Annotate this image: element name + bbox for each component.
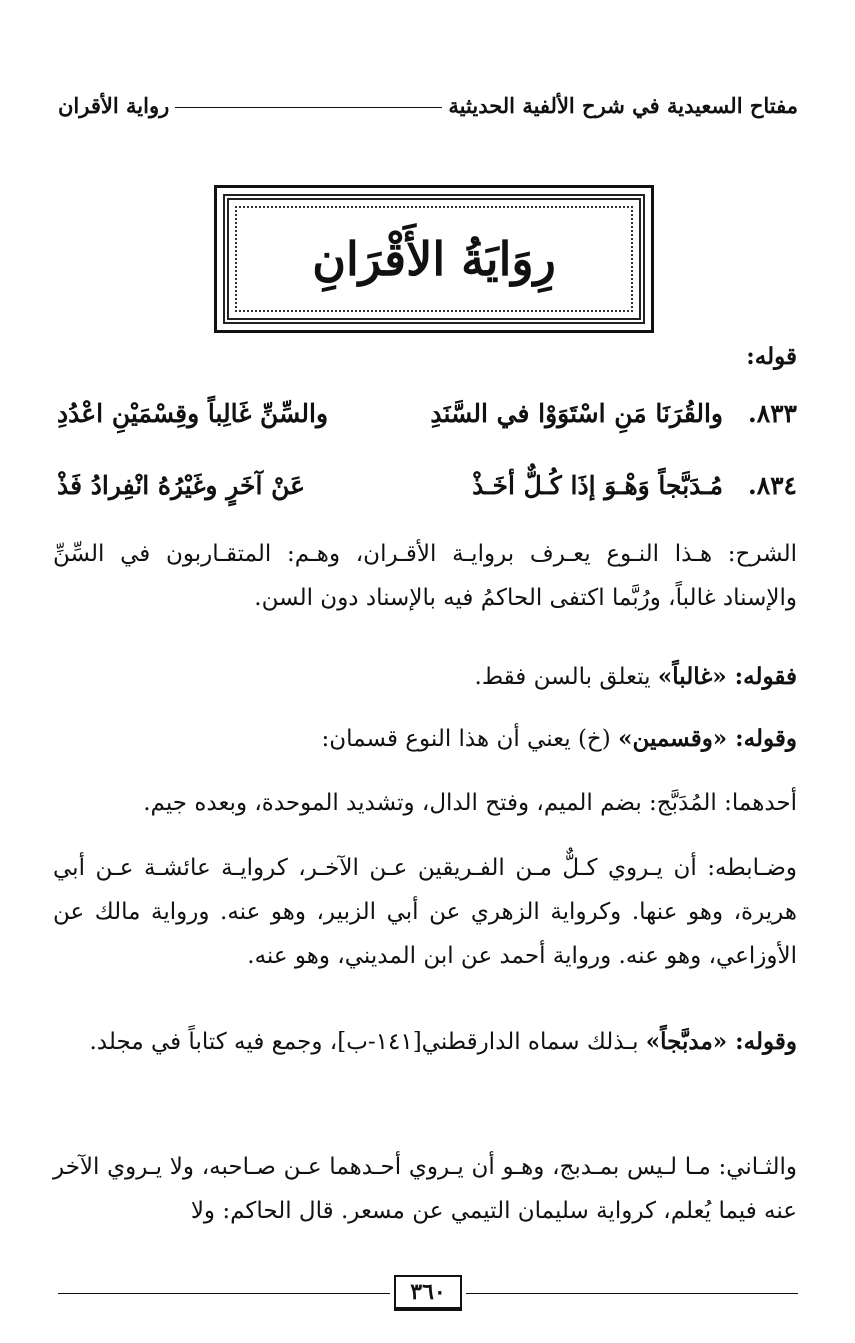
verse-second-hemistich: عَنْ آخَرٍ وغَيْرُهُ انْفِرادُ فَذْ (57, 470, 306, 500)
verse-833 (57, 390, 797, 436)
paragraph-qismayn: وقوله: «وقسمين» (خ) يعني أن هذا النوع قسمان: (321, 725, 797, 752)
book-title: مفتاح السعيدية في شرح الألفية الحديثية (448, 93, 798, 118)
verse-second-hemistich: والسِّنِّ غَالِباً وقِسْمَيْنِ اعْدُدِ (57, 398, 329, 428)
header-rule (175, 107, 442, 108)
paragraph-sharh: الشرح: هـذا النـوع يعـرف بروايـة الأقـران، وهـم: المتقـاربون في السِّنِّ والإسناد غالباً، ورُبَّما اكتفى الحاكمُ فيه بالإسناد دون السن. (53, 541, 797, 611)
paragraph-thani: والثـاني: مـا لـيس بمـدبج، وهـو أن يـروي أحـدهما عـن صـاحبه، ولا يـروي الآخر عنه فيما يُعلم، كرواية سليمان التيمي عن مسعر. قال الحاكم: ولا (53, 1154, 797, 1224)
chapter-running-title: رواية الأقران (58, 93, 170, 118)
verse-first-hemistich: والقُرَنَا مَنِ اسْتَوَوْا في السَّنَدِ (430, 398, 723, 428)
paragraph-ghaliban: فقوله: «غالباً» يتعلق بالسن فقط. (474, 663, 797, 690)
running-header (58, 78, 798, 118)
paragraph-dabitah: وضـابطه: أن يـروي كـلٌّ مـن الفـريقين عـن الآخـر، كروايـة عائشـة عـن أبي هريرة، وهو عنها. وكرواية الزهري عن أبي الزبير، وهو عنه. ورواية مالك عن الأوزاعي، وهو عنه. ورواية أحمد عن ابن المديني، وهو عنه. (53, 855, 797, 969)
chapter-title: رِوَايَةُ الأَقْرَانِ (312, 232, 556, 286)
verse-first-hemistich: مُـدَبَّجاً وَهْـوَ إذَا كُـلٌّ أخَـذْ (472, 470, 723, 500)
verse-834 (57, 462, 797, 508)
footer-rule-left (58, 1293, 390, 1294)
qawluh-label: قوله: (746, 343, 797, 370)
page-footer (58, 1270, 798, 1316)
footer-rule-right (466, 1293, 798, 1294)
chapter-title-frame (214, 185, 654, 333)
chapter-title-inner-frame (223, 194, 645, 324)
verse-number: ٨٣٤. (747, 470, 797, 500)
verse-number: ٨٣٣. (747, 398, 797, 428)
paragraph-mudabbajan: وقوله: «مدبَّجاً» بـذلك سماه الدارقطني[١٤١-ب]، وجمع فيه كتاباً في مجلد. (89, 1028, 797, 1055)
page-number: ٣٦٠ (394, 1275, 461, 1311)
paragraph-mudabbaj-def: أحدهما: المُدَبَّج: بضم الميم، وفتح الدال، وتشديد الموحدة، وبعده جيم. (143, 790, 797, 816)
